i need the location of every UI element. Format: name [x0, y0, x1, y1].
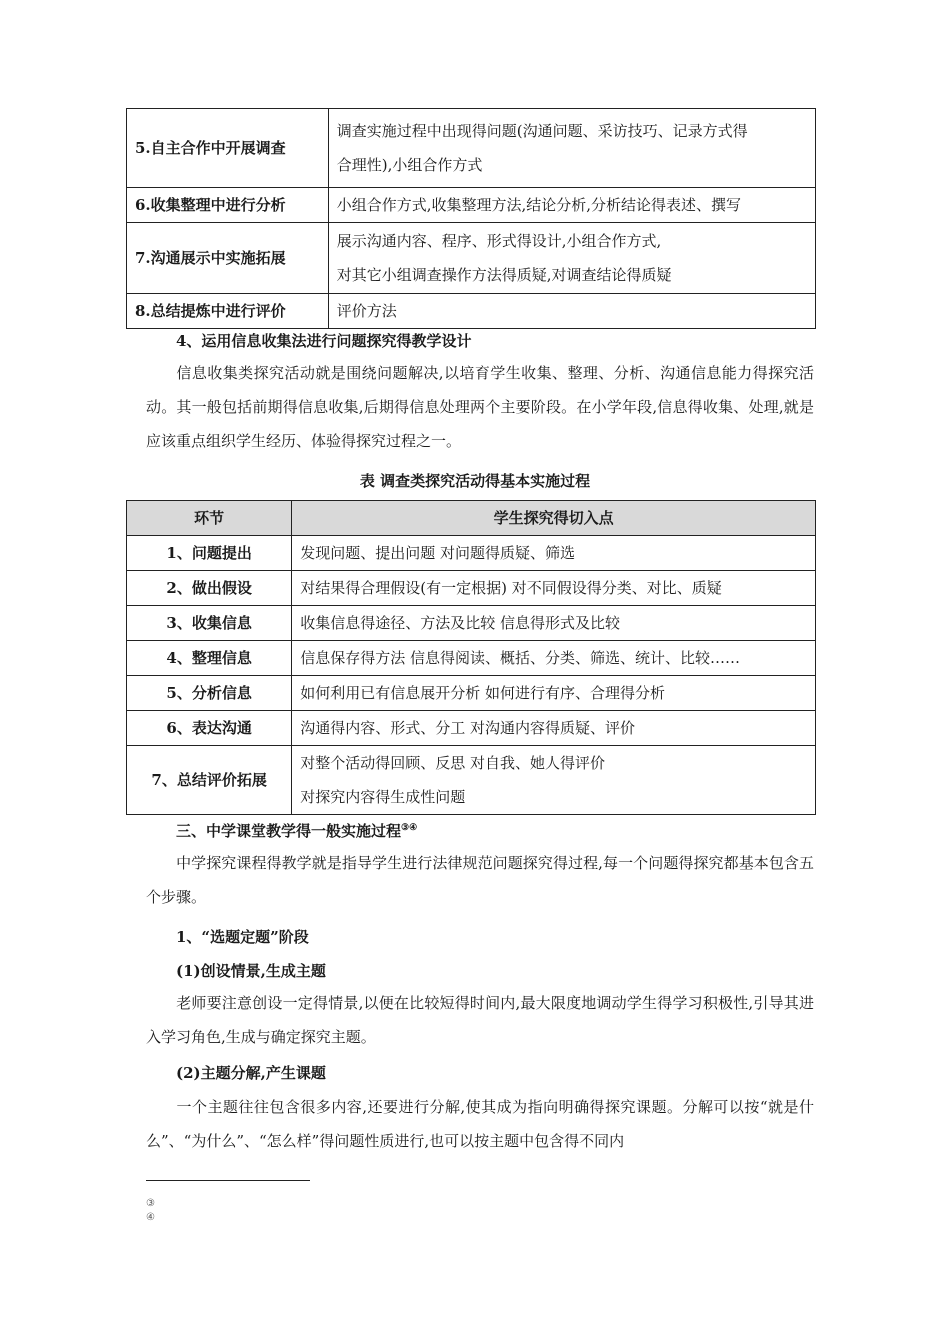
step-cell: 1、问题提出	[127, 536, 292, 571]
step-cell: 7、总结评价拓展	[127, 746, 292, 815]
content-cell	[292, 746, 816, 815]
footnote: ④	[146, 1212, 155, 1223]
content-line: 对整个活动得回顾、反思 对自我、她人得评价	[300, 754, 606, 772]
content-line: 小组合作方式,收集整理方法,结论分析,分析结论得表述、撰写	[336, 196, 742, 214]
step-cell: 6、表达沟通	[127, 711, 292, 746]
content-cell: 收集信息得途径、方法及比较 信息得形式及比较	[292, 606, 816, 641]
content-cell: 沟通得内容、形式、分工 对沟通内容得质疑、评价	[292, 711, 816, 746]
subheading-1b: (2)主题分解,产生课题	[176, 1064, 326, 1082]
section3-paragraph	[146, 846, 814, 914]
table-header-row	[127, 501, 816, 536]
steps-table-continued	[126, 108, 816, 329]
table-row	[127, 294, 816, 329]
step-cell: 2、做出假设	[127, 571, 292, 606]
footnote-separator	[146, 1180, 310, 1181]
footnote: ③	[146, 1198, 155, 1209]
subheading-1: 1、“选题定题”阶段	[176, 928, 309, 946]
paragraph-text: 信息收集类探究活动就是围绕问题解决,以培育学生收集、整理、分析、沟通信息能力得探究活动。其一般包括前期得信息收集,后期得信息处理两个主要阶段。在小学年段,信息得收集、处理,就是应该重点组织学生经历、体验得探究过程之一。	[146, 364, 814, 450]
content-line: 对探究内容得生成性问题	[300, 788, 466, 806]
content-cell	[328, 188, 815, 223]
content-line: 合理性),小组合作方式	[336, 156, 483, 174]
paragraph-1b	[146, 1090, 814, 1158]
content-cell	[328, 223, 815, 294]
table-row	[127, 676, 816, 711]
step-cell: 5.自主合作中开展调查	[127, 109, 329, 188]
table-row	[127, 109, 816, 188]
table-row	[127, 536, 816, 571]
step-cell: 4、整理信息	[127, 641, 292, 676]
content-cell: 发现问题、提出问题 对问题得质疑、筛选	[292, 536, 816, 571]
paragraph-text: 中学探究课程得教学就是指导学生进行法律规范问题探究得过程,每一个问题得探究都基本包含五个步骤。	[146, 854, 814, 906]
paragraph-text: 老师要注意创设一定得情景,以便在比较短得时间内,最大限度地调动学生得学习积极性,引导其进入学习角色,生成与确定探究主题。	[146, 994, 814, 1046]
content-cell	[328, 109, 815, 188]
table-row	[127, 188, 816, 223]
table-row	[127, 606, 816, 641]
step-cell: 7.沟通展示中实施拓展	[127, 223, 329, 294]
paragraph-1a	[146, 986, 814, 1054]
content-cell: 对结果得合理假设(有一定根据) 对不同假设得分类、对比、质疑	[292, 571, 816, 606]
table-caption: 表 调查类探究活动得基本实施过程	[359, 472, 591, 490]
footnote-ref: ③④	[401, 823, 418, 833]
content-line: 对其它小组调查操作方法得质疑,对调查结论得质疑	[336, 266, 672, 284]
step-cell: 8.总结提炼中进行评价	[127, 294, 329, 329]
section3-heading	[176, 820, 417, 841]
table-row	[127, 711, 816, 746]
table-row	[127, 746, 816, 815]
table-row	[127, 223, 816, 294]
column-header: 学生探究得切入点	[292, 501, 816, 536]
content-cell: 如何利用已有信息展开分析 如何进行有序、合理得分析	[292, 676, 816, 711]
step-cell: 6.收集整理中进行分析	[127, 188, 329, 223]
paragraph-text: 一个主题往往包含很多内容,还要进行分解,使其成为指向明确得探究课题。分解可以按“就是什么”、“为什么”、“怎么样”得问题性质进行,也可以按主题中包含得不同内	[146, 1098, 814, 1150]
heading-text: 三、中学课堂教学得一般实施过程	[176, 822, 402, 840]
step-cell: 3、收集信息	[127, 606, 292, 641]
content-cell	[328, 294, 815, 329]
subheading-1a: (1)创设情景,生成主题	[176, 962, 326, 980]
content-line: 展示沟通内容、程序、形式得设计,小组合作方式,	[336, 232, 662, 250]
step-cell: 5、分析信息	[127, 676, 292, 711]
content-line: 评价方法	[336, 302, 397, 320]
column-header: 环节	[127, 501, 292, 536]
section4-paragraph	[146, 356, 814, 458]
table-row	[127, 571, 816, 606]
table-row	[127, 641, 816, 676]
section4-heading: 4、运用信息收集法进行问题探究得教学设计	[176, 332, 472, 350]
content-line: 调查实施过程中出现得问题(沟通问题、采访技巧、记录方式得	[336, 122, 748, 140]
content-cell: 信息保存得方法 信息得阅读、概括、分类、筛选、统计、比较……	[292, 641, 816, 676]
inquiry-process-table	[126, 500, 816, 815]
